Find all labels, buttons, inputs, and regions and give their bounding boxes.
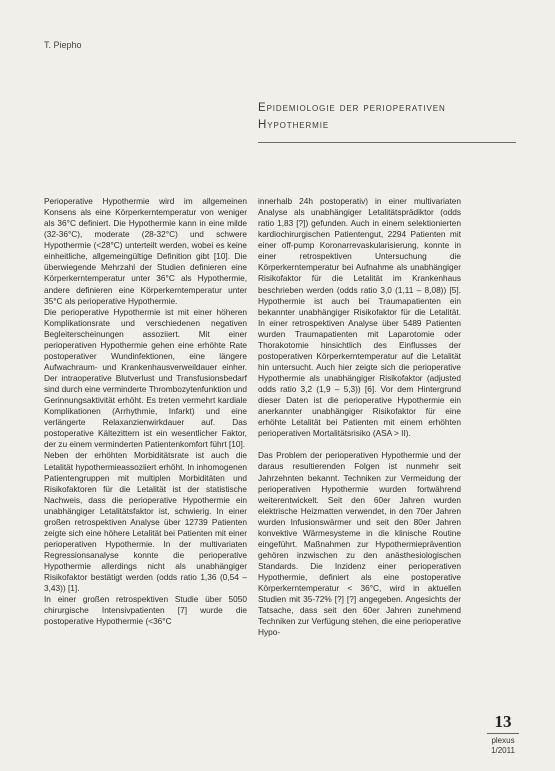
paragraph: Die perioperative Hypothermie ist mit einer höheren Komplikationsrate und verschiedenen negativen Begleiterscheinungen assoziiert. Mit einer perioperativen Hypothermie gehen eine erhöhte Rate postoperativer Wundinfektionen, eine längere Aufwachraum- und Krankenhausverweildauer einher. Der intraoperative Blutverlust und Transfusionsbedarf sind durch eine verminderte Thrombozytenfunktion und Gerinnungsaktivität erhöht. Es treten vermehrt kardiale Komplikationen (Arrhythmie, Infarkt) und eine verlängerte Relaxanzienwirkdauer auf. Das postoperative Kältezittern ist ein wesentlicher Faktor, der zu einem verminderten Patientenkomfort führt [10].	[44, 306, 247, 450]
page-number: 13	[494, 712, 512, 731]
paragraph: innerhalb 24h postoperativ) in einer multivariaten Analyse als unabhängiger Letalitätsprädiktor (odds ratio 1,83 [?]) gefunden. Auch in einem selektionierten kardiochirurgischen Patientengut, 2294 Patienten mit einer off-pump Koronarrevaskularisierung, konnte in einer retrospektiven Untersuchung die Körperkerntemperatur bei Aufnahme als unabhängiger Risikofaktor für die Letalität im Krankenhaus beschrieben werden (odds ratio 3,0 (1,11 – 8,08)) [5]. Hypothermie ist auch bei Traumapatienten ein bekannter unabhängiger Risikofaktor für die Letalität. In einer retrospektiven Analyse über 5489 Patienten wurden Traumapatienten mit Laparotomie oder Thorakotomie hinsichtlich des Einflusses der postoperativen Körperkerntemperatur auf die Letalität hin untersucht. Auch hier zeigte sich die perioperative Hypothermie als unabhängiger Risikofaktor (adjusted odds ratio 3,2 (1,9 – 5,3)) [6]. Vor dem Hintergrund dieser Daten ist die perioperative Hypothermie ein anerkannter unabhängiger Risikofaktor für eine erhöhte Letalität bei Patienten mit einem erhöhten perioperativen Mortalitätsrisiko (ASA > II).	[258, 196, 461, 439]
footer-divider	[487, 733, 519, 734]
paragraph: Perioperative Hypothermie wird im allgemeinen Konsens als eine Körperkerntemperatur von weniger als 36°C definiert. Die Hypothermie kann in eine milde (32-36°C), moderate (28-32°C) und schwere Hypothermie (<28°C) unterteilt werden, wobei es keine einheitliche, allgemeingültige Definition gibt [10]. Die überwiegende Mehrzahl der Studien definieren eine Körperkerntemperatur unter 36°C als Hypothermie, andere definieren eine Körperkerntemperatur unter 35°C als perioperative Hypothermie.	[44, 196, 247, 306]
paragraph: Das Problem der perioperativen Hypothermie und der daraus resultierenden Folgen ist nunmehr seit Jahrzehnten bekannt. Techniken zur Vermeidung der perioperativen Hypothermie wurden fortwährend weiterentwickelt. Seit den 60er Jahren wurden elektrische Heizmatten verwendet, in den 70er Jahren wurden Infusionswärmer und seit den 80er Jahren konvektive Wärmesysteme in die klinische Routine eingeführt. Maßnahmen zur Hypothermieprävention gehören inzwischen zu den anästhesiologischen Standards. Die Inzidenz einer perioperativen Hypothermie, definiert als eine postoperative Körperkerntemperatur < 36°C, wird in aktuellen Studien mit 35-72% [?] [?] angegeben. Angesichts der Tatsache, dass seit den 60er Jahren zunehmend Techniken zur Verfügung stehen, die eine perioperative Hypo-	[258, 450, 461, 638]
title-divider	[258, 142, 516, 143]
title-line-2: Hypothermie	[258, 119, 330, 131]
title-line-1: Epidemiologie der perioperativen	[258, 102, 446, 114]
journal-footer-badge	[473, 713, 533, 756]
paragraph: Neben der erhöhten Morbiditätsrate ist auch die Letalität hypothermieassoziiert erhöht. In inhomogenen Patientengruppen mit multiplen Morbiditäten und Risikofaktoren für die Letalität ist der statistische Nachweis, dass die perioperative Hypothermie ein unabhängiger Letalitätsfaktor ist, schwierig. In einer großen retrospektiven Analyse über 12739 Patienten zeigte sich eine höhere Letalität bei Patienten mit einer perioperativen Hypothermie. In der multivariaten Regressionsanalyse konnte die perioperative Hypothermie allerdings nicht als unabhängiger Risikofaktor bestätigt werden (odds ratio 1,36 (0,54 – 3,43)) [1].	[44, 450, 247, 594]
running-header-author: T. Piepho	[44, 40, 82, 50]
paragraph: In einer großen retrospektiven Studie über 5050 chirurgische Intensivpatienten [7] wurde die postoperative Hypothermie (<36°C	[44, 594, 247, 627]
text-column-right	[258, 196, 461, 638]
journal-issue: 1/2011	[491, 746, 515, 755]
journal-name: plexus	[491, 736, 515, 745]
article-title	[258, 100, 518, 134]
text-column-left	[44, 196, 247, 627]
